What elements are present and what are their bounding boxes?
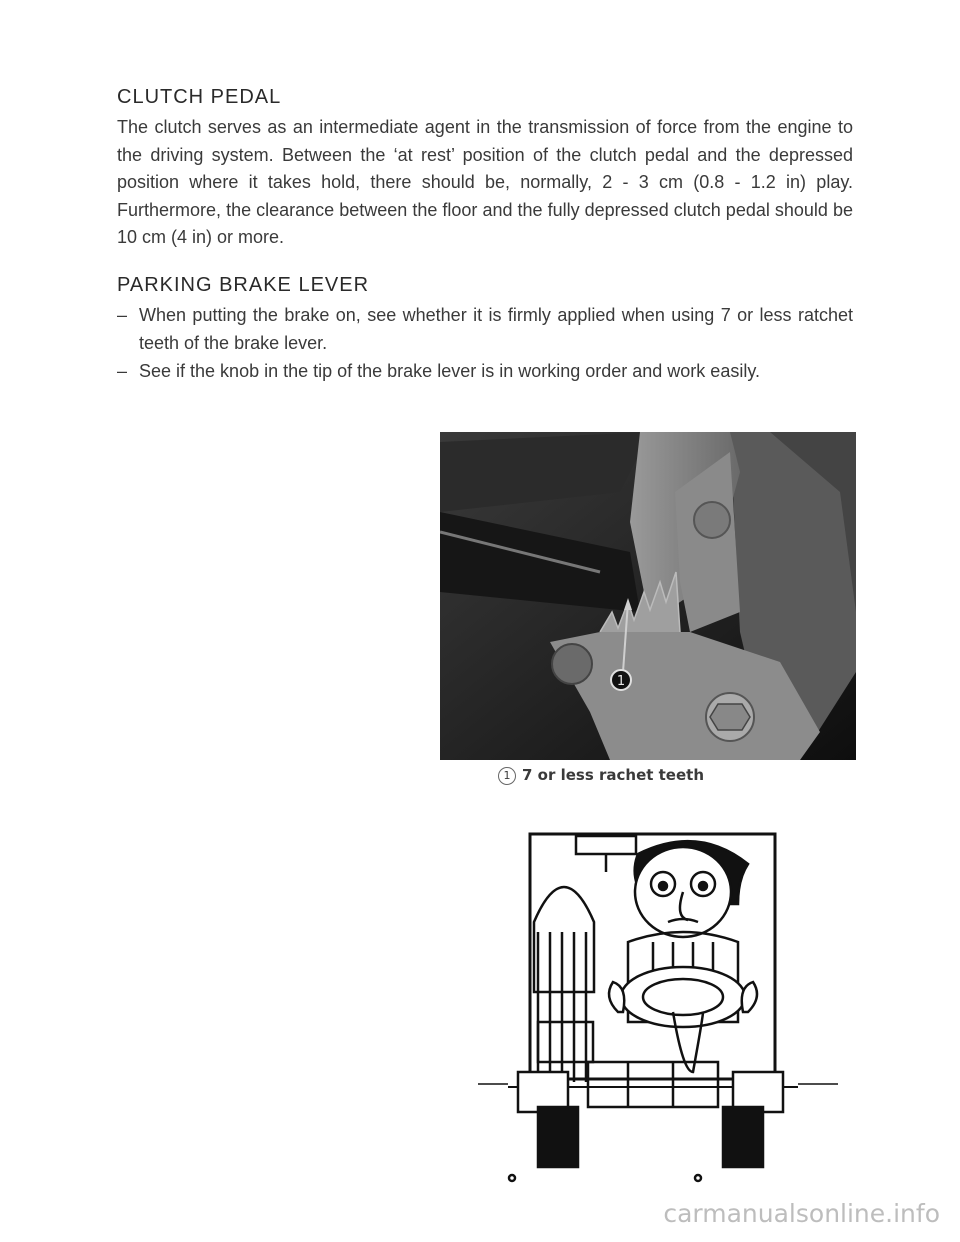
- list-item-text: See if the knob in the tip of the brake lever is in working order and work easily.: [139, 361, 760, 381]
- dash-bullet: –: [117, 305, 128, 325]
- list-item: [117, 357, 853, 385]
- list-item-text: When putting the brake on, see whether it is firmly applied when using 7 or less ratchet teeth of the brake lever.: [139, 305, 853, 353]
- list-item: [117, 301, 853, 357]
- parking-brake-list: [117, 301, 853, 385]
- clutch-pedal-heading: CLUTCH PEDAL: [117, 86, 282, 108]
- photo-callout-number: 1: [616, 674, 626, 689]
- dash-bullet: –: [117, 361, 128, 381]
- caption-callout-number: 1: [498, 767, 516, 785]
- brake-lever-photo: [440, 432, 856, 760]
- photo-caption: [498, 766, 704, 785]
- clutch-pedal-text: The clutch serves as an intermediate agent in the transmission of force from the engine to the driving system. Between the ‘at rest’ position of the clutch pedal and the depressed position where it takes hold, there should be, normally, 2 - 3 cm (0.8 - 1.2 in) play. Furthermore, the clearance between the floor and the fully depressed clutch pedal should be 10 cm (4 in) or more.: [117, 117, 853, 247]
- caption-text: 7 or less rachet teeth: [522, 766, 704, 784]
- site-watermark: carmanualsonline.info: [663, 1199, 940, 1228]
- parking-brake-heading: PARKING BRAKE LEVER: [117, 274, 370, 296]
- driver-cartoon-illustration: [478, 822, 843, 1187]
